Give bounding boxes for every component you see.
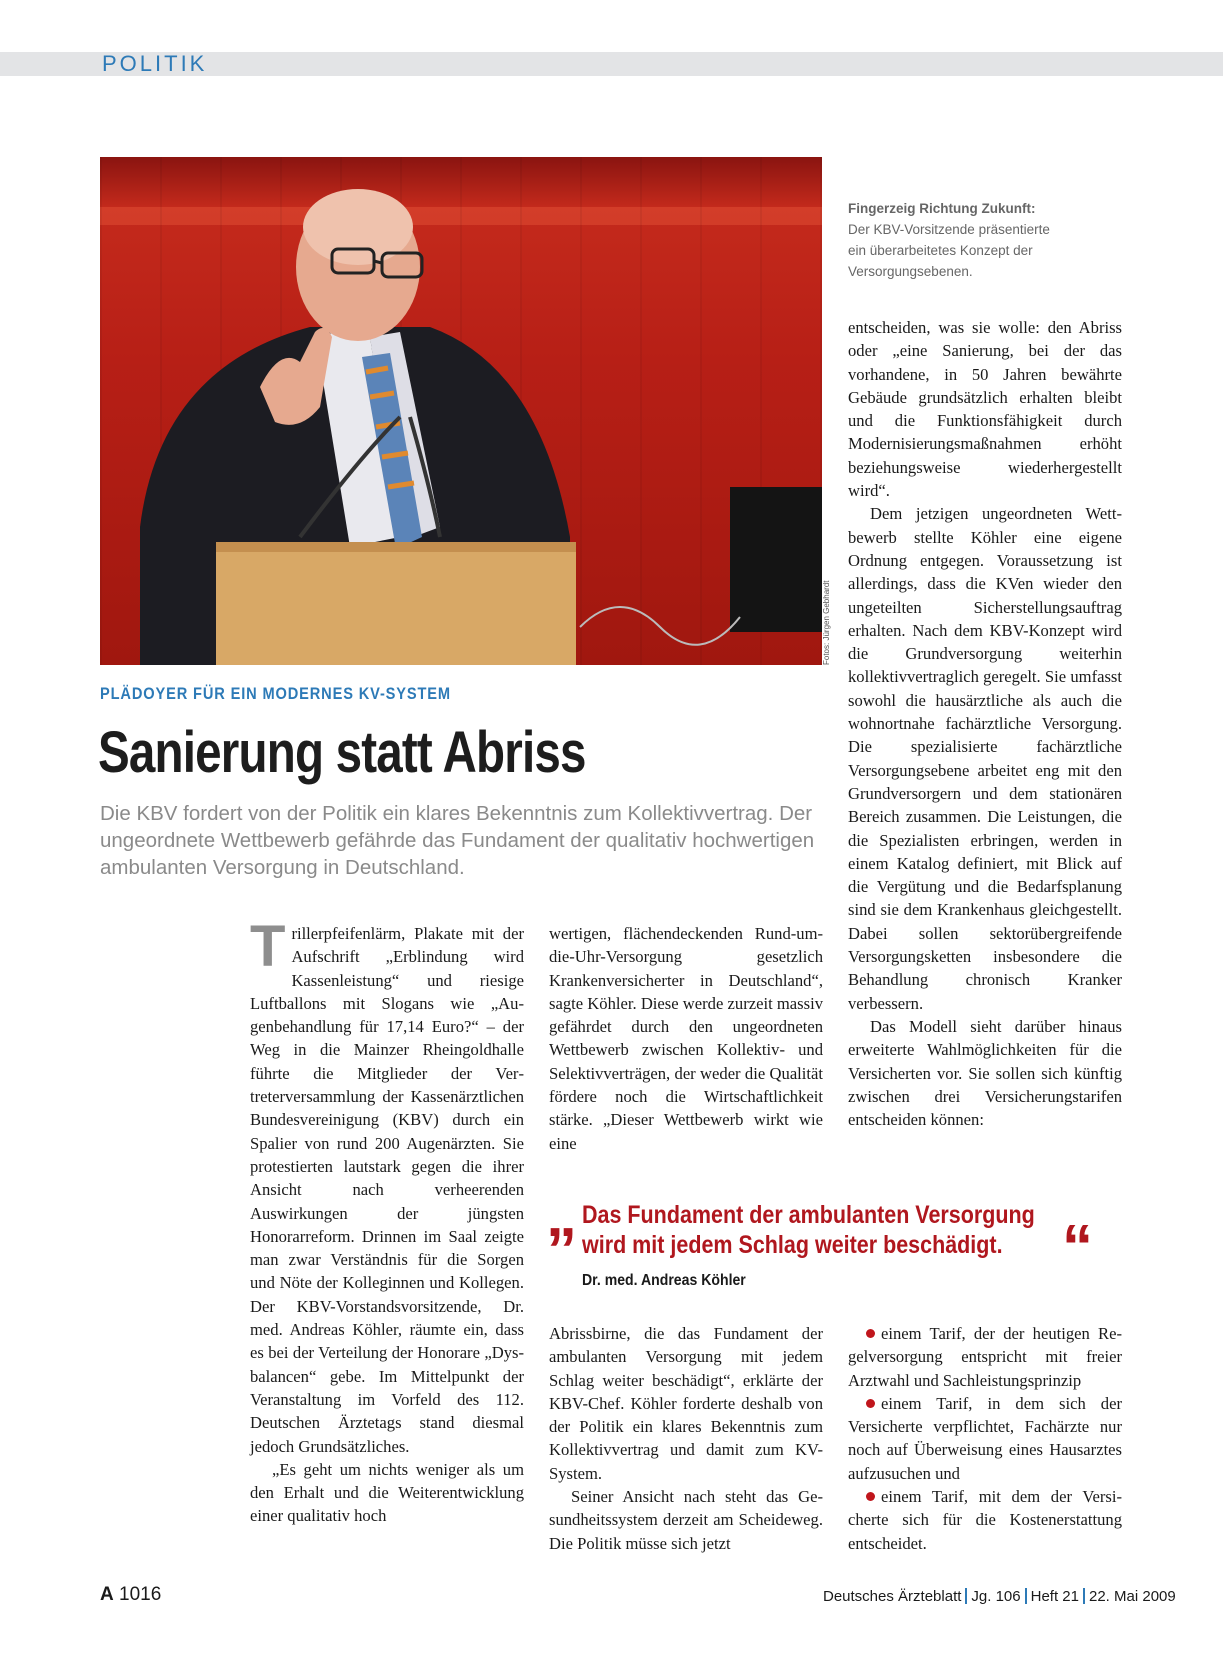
divider	[965, 1588, 967, 1604]
body-paragraph: Trillerpfeifenlärm, Plakate mit der Aufschrift „Erblindung wird Kassenleistung“ und riesige Luftballons mit Slogans wie „Augenbehandlung für 17,14 Euro?“ – der Weg in die Mainzer Rheingoldhalle führte die Mitglieder der Vertreterversammlung der Kassenärztlichen Bundesvereinigung (KBV) durch ein Spalier von rund 200 Augenärzten. Sie protestierten lautstark gegen die ihrer Ansicht nach verheerenden Auswirkungen der jüngsten Honorarreform. Drinnen im Saal zeigte man zwar Verständnis für die Sorgen und Nöte der Kolleginnen und Kollegen. Der KBV-Vorstandsvorsitzende, Dr. med. Andreas Köhler, räumte ein, dass es bei der Verteilung der Honorare „Dysbalancen“ gebe. Im Mittelpunkt der Veranstaltung im Vorfeld des 112. Deutschen Ärztetags stand diesmal jedoch Grundsätzliches.	[250, 914, 524, 1456]
body-column-2	[549, 922, 823, 1155]
body-paragraph: Dem jetzigen ungeordneten Wettbewerb stellte Köhler eine eigene Ordnung entgegen. Voraussetzung ist allerdings, dass die KVen wieder den ungeteilten Sicherstellungsauftrag erhalten. Nach dem KBV-Konzept wird die Grundversorgung weiterhin kollektivvertraglich geregelt. Sie umfasst sowohl die hausärztliche als auch die wohnortnahe fachärztliche Versorgung. Die spezialisierte fachärztliche Versorgungsebene arbeitet eng mit den Grundversorgern und dem stationären Bereich zusammen. Die Leistungen, die die Spezialisten erbringen, werden in einem Katalog definiert, mit Blick auf die Vergütung und die Bedarfsplanung sind sie dem Krankenhaus gleichgestellt. Dabei sollen sektorübergreifende Versorgungsketten insbesondere die Behandlung chronisch Kranker verbessern.	[848, 504, 1122, 1013]
caption-line: Versorgungsebenen.	[848, 264, 973, 279]
divider	[1083, 1588, 1085, 1604]
pull-quote-author: Dr. med. Andreas Köhler	[582, 1272, 746, 1289]
caption-title: Fingerzeig Richtung Zukunft:	[848, 201, 1036, 216]
divider	[1025, 1588, 1027, 1604]
speaker-illustration	[100, 157, 822, 665]
article-photo	[100, 157, 822, 665]
journal-issue: Heft 21	[1030, 1588, 1079, 1605]
article-kicker: PLÄDOYER FÜR EIN MODERNES KV-SYSTEM	[100, 684, 451, 703]
bullet-item: einem Tarif, in dem sich der Versicherte verpflichtet, Fachärzte nur noch auf Überweisung eines Hausarztes aufzusuchen und	[848, 1393, 1122, 1483]
photo-credit: Fotos: Jürgen Gebhardt	[822, 580, 831, 665]
caption-line: ein überarbeitetes Konzept der	[848, 243, 1033, 258]
journal-date: 22. Mai 2009	[1089, 1588, 1176, 1605]
page-number: A 1016	[100, 1584, 162, 1605]
bullet-icon	[866, 1399, 875, 1408]
body-paragraph: „Es geht um nichts weniger als um den Erhalt und die Weiterentwicklung einer qualitativ hoch	[250, 1459, 524, 1526]
body-column-1	[250, 914, 524, 1528]
section-label: POLITIK	[102, 51, 208, 76]
article-headline: Sanierung statt Abriss	[98, 720, 586, 785]
bullet-item: einem Tarif, der der heutigen Regelversorgung entspricht mit freier Arztwahl und Sachleistungsprinzip	[848, 1324, 1122, 1390]
body-paragraph: Abrissbirne, die das Fundament der ambulanten Versorgung mit jedem Schlag weiter beschädigt“, erklärte der KBV-Chef. Köhler forderte deshalb von der Politik ein klares Bekenntnis zum Kollektivvertrag und damit zum KV-System.	[549, 1324, 823, 1483]
photo-caption	[848, 198, 1088, 282]
journal-volume: Jg. 106	[971, 1588, 1021, 1605]
body-paragraph: Seiner Ansicht nach steht das Gesundheitssystem derzeit am Scheideweg. Die Politik müsse sich jetzt	[549, 1487, 823, 1553]
caption-line: Der KBV-Vorsitzende präsentierte	[848, 222, 1050, 237]
body-column-3-lower	[848, 1322, 1122, 1555]
quote-close-mark: “	[1062, 1213, 1093, 1282]
body-column-2-lower	[549, 1322, 823, 1555]
journal-info	[823, 1588, 1176, 1605]
pull-quote	[582, 1200, 1035, 1260]
journal-name: Deutsches Ärzteblatt	[823, 1588, 962, 1605]
bullet-icon	[866, 1492, 875, 1501]
pull-quote-line: Das Fundament der ambulanten Versorgung	[582, 1201, 1035, 1229]
drop-cap: T	[250, 914, 286, 979]
bullet-item: einem Tarif, mit dem der Versicherte sich für die Kostenerstattung entscheidet.	[848, 1487, 1122, 1553]
body-paragraph: entscheiden, was sie wolle: den Abriss oder „eine Sanierung, bei der das vorhandene, in 50 Jahren bewährte Gebäude grundsätzlich erhalten bleibt und die Funktionsfähigkeit durch Modernisierungsmaßnahmen erhöht beziehungsweise wiederhergestellt wird“.	[848, 318, 1122, 501]
bullet-icon	[866, 1329, 875, 1338]
pull-quote-line: wird mit jedem Schlag weiter beschädigt.	[582, 1231, 1003, 1259]
article-lead: Die KBV fordert von der Politik ein klares Bekenntnis zum Kollektivvertrag. Der ungeordnete Wettbewerb gefährde das Fundament der qualitativ hochwertigen ambulanten Versorgung in Deutschland.	[100, 802, 815, 879]
body-paragraph: wertigen, flächendeckenden Rund-um-die-Uhr-Versorgung gesetzlich Krankenversicherter in Deutschland“, sagte Köhler. Diese werde zurzeit massiv gefährdet durch den ungeordneten Wettbewerb zwischen Kollektiv- und Selektivverträgen, der weder die Qualität fördere noch die Wirtschaftlichkeit stärke. „Dieser Wettbewerb wirkt wie eine	[549, 924, 823, 1153]
body-column-3	[848, 316, 1122, 1131]
quote-open-mark: „	[546, 1181, 577, 1250]
body-paragraph: Das Modell sieht darüber hinaus erweiterte Wahlmöglichkeiten für die Versicherten vor. Sie sollen sich künftig zwischen drei Versicherungstarifen entscheiden können:	[848, 1016, 1122, 1130]
